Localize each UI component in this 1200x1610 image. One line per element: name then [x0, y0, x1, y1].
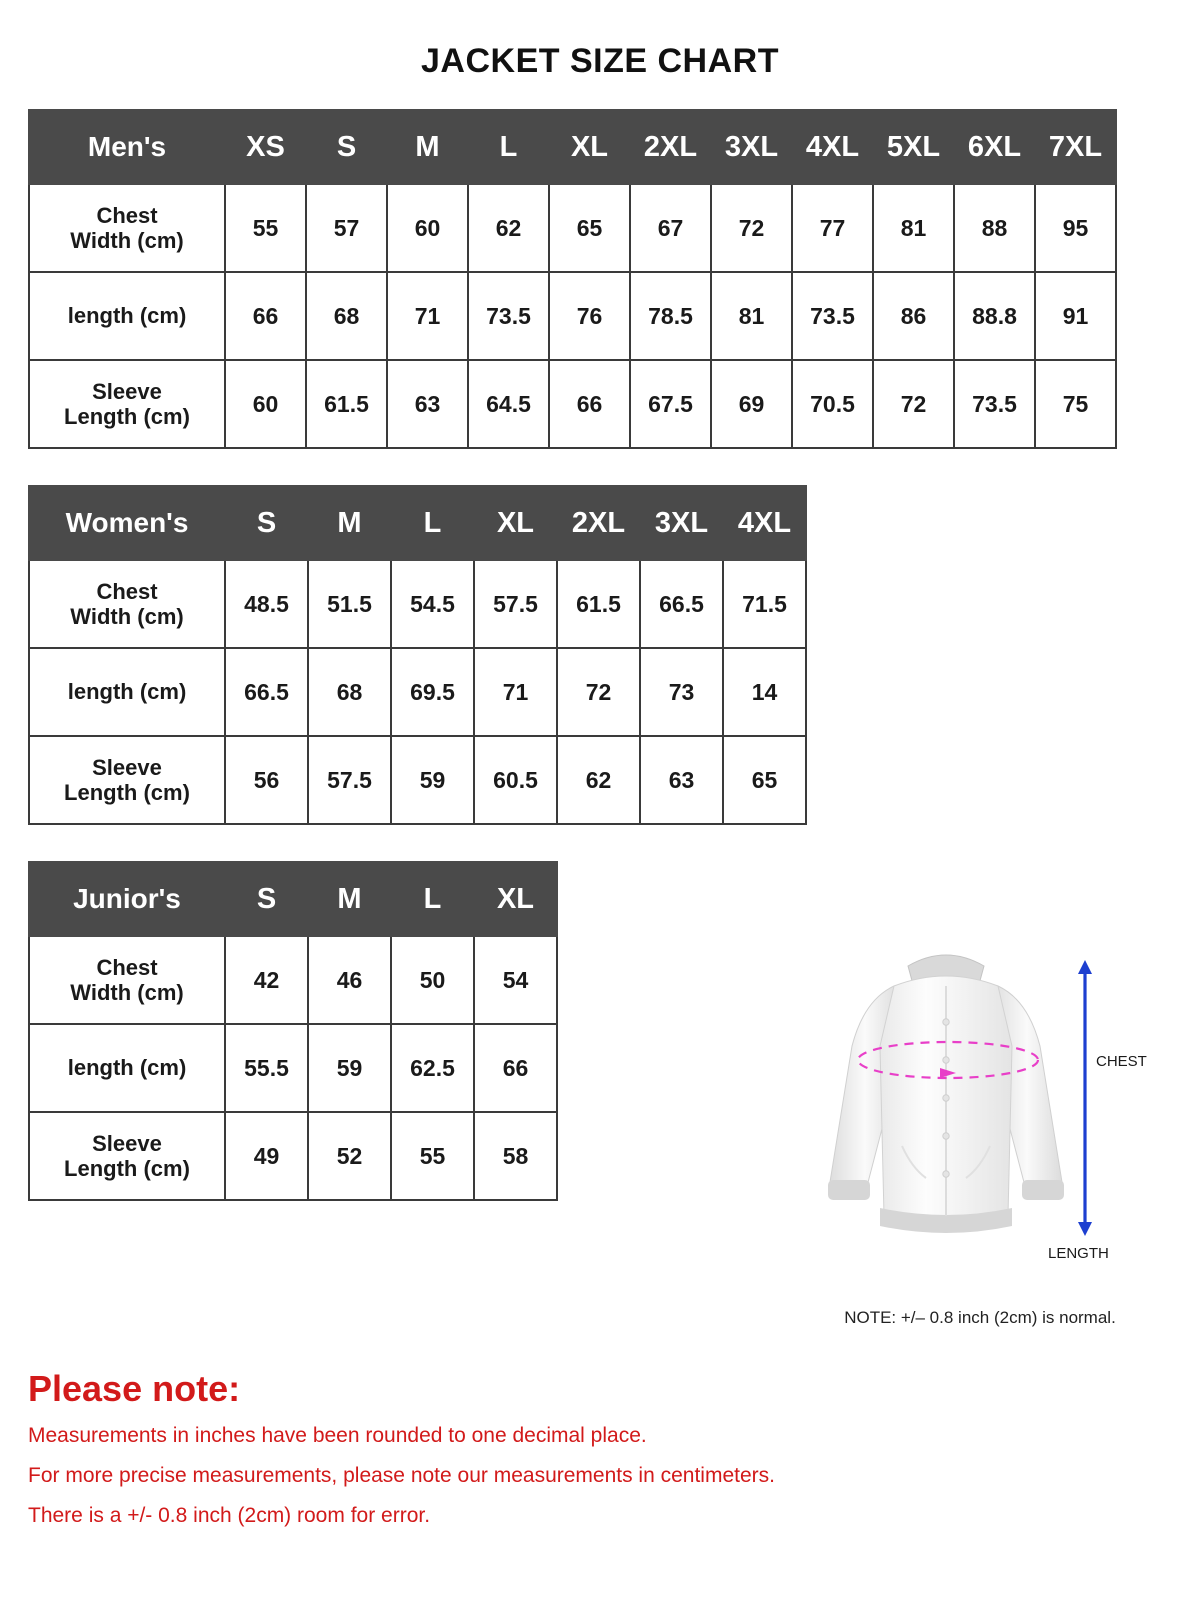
table-row	[29, 272, 1116, 360]
womens-size-4xl: 4XL	[723, 486, 806, 560]
cell: 72	[873, 360, 954, 448]
cell: 67	[630, 184, 711, 272]
cell: 14	[723, 648, 806, 736]
jacket-measurement-illustration	[790, 930, 1170, 1340]
juniors-size-l: L	[391, 862, 474, 936]
label-line-1: Chest	[96, 578, 158, 604]
please-note-section	[28, 1368, 1128, 1544]
cell: 60.5	[474, 736, 557, 824]
cell: 68	[308, 648, 391, 736]
cell: 71	[387, 272, 468, 360]
cell: 57.5	[308, 736, 391, 824]
table-row	[29, 184, 1116, 272]
womens-size-xl: XL	[474, 486, 557, 560]
label-line-1: length (cm)	[67, 303, 187, 329]
cell: 52	[308, 1112, 391, 1200]
label-line-1: Sleeve	[92, 1130, 162, 1156]
label-line-2: Width (cm)	[70, 604, 184, 629]
cell: 68	[306, 272, 387, 360]
table-row	[29, 360, 1116, 448]
cell: 60	[387, 184, 468, 272]
womens-row-label-sleeve	[29, 736, 225, 824]
table-row	[29, 648, 806, 736]
table-header-row	[29, 486, 806, 560]
cell: 66	[474, 1024, 557, 1112]
mens-size-4xl: 4XL	[792, 110, 873, 184]
mens-row-label-chest	[29, 184, 225, 272]
cell: 55.5	[225, 1024, 308, 1112]
table-row	[29, 936, 557, 1024]
note-line-3: There is a +/- 0.8 inch (2cm) room for error.	[28, 1504, 431, 1527]
cell: 70.5	[792, 360, 873, 448]
mens-row-label-length	[29, 272, 225, 360]
cell: 55	[391, 1112, 474, 1200]
cell: 65	[723, 736, 806, 824]
table-row	[29, 560, 806, 648]
label-line-2: Width (cm)	[70, 228, 184, 253]
cell: 62	[468, 184, 549, 272]
womens-size-l: L	[391, 486, 474, 560]
womens-row-label-length	[29, 648, 225, 736]
cell: 56	[225, 736, 308, 824]
cell: 81	[873, 184, 954, 272]
label-line-1: length (cm)	[67, 1055, 187, 1081]
cell: 50	[391, 936, 474, 1024]
cell: 65	[549, 184, 630, 272]
label-line-2: Width (cm)	[70, 980, 184, 1005]
label-line-2: Length (cm)	[64, 1156, 190, 1181]
cell: 57.5	[474, 560, 557, 648]
cell: 66.5	[225, 648, 308, 736]
page-title: JACKET SIZE CHART	[421, 42, 779, 80]
cell: 51.5	[308, 560, 391, 648]
cell: 88.8	[954, 272, 1035, 360]
womens-size-3xl: 3XL	[640, 486, 723, 560]
cell: 48.5	[225, 560, 308, 648]
label-line-1: Sleeve	[92, 754, 162, 780]
juniors-size-s: S	[225, 862, 308, 936]
cell: 62	[557, 736, 640, 824]
juniors-size-m: M	[308, 862, 391, 936]
measurement-note: NOTE: +/– 0.8 inch (2cm) is normal.	[844, 1308, 1116, 1327]
cell: 61.5	[306, 360, 387, 448]
label-line-1: Sleeve	[92, 378, 162, 404]
jacket-diagram-icon	[790, 930, 1170, 1310]
cell: 73.5	[468, 272, 549, 360]
juniors-size-table	[28, 861, 558, 1201]
cell: 59	[391, 736, 474, 824]
cell: 54.5	[391, 560, 474, 648]
mens-size-7xl: 7XL	[1035, 110, 1116, 184]
cell: 86	[873, 272, 954, 360]
cell: 73.5	[954, 360, 1035, 448]
cell: 69	[711, 360, 792, 448]
mens-table-block	[0, 109, 1200, 449]
mens-size-m: M	[387, 110, 468, 184]
cell: 81	[711, 272, 792, 360]
womens-size-s: S	[225, 486, 308, 560]
cell: 71	[474, 648, 557, 736]
cell: 66	[225, 272, 306, 360]
womens-size-2xl: 2XL	[557, 486, 640, 560]
mens-corner-label: Men's	[29, 110, 225, 184]
cell: 71.5	[723, 560, 806, 648]
cell: 46	[308, 936, 391, 1024]
cell: 73.5	[792, 272, 873, 360]
cell: 54	[474, 936, 557, 1024]
cell: 64.5	[468, 360, 549, 448]
table-row	[29, 736, 806, 824]
juniors-row-label-sleeve	[29, 1112, 225, 1200]
womens-row-label-chest	[29, 560, 225, 648]
cell: 73	[640, 648, 723, 736]
womens-size-table	[28, 485, 807, 825]
womens-size-m: M	[308, 486, 391, 560]
cell: 91	[1035, 272, 1116, 360]
mens-size-l: L	[468, 110, 549, 184]
mens-size-5xl: 5XL	[873, 110, 954, 184]
cell: 57	[306, 184, 387, 272]
label-line-2: Length (cm)	[64, 780, 190, 805]
juniors-row-label-chest	[29, 936, 225, 1024]
table-row	[29, 1112, 557, 1200]
cell: 66.5	[640, 560, 723, 648]
cell: 66	[549, 360, 630, 448]
cell: 63	[640, 736, 723, 824]
mens-size-6xl: 6XL	[954, 110, 1035, 184]
mens-size-2xl: 2XL	[630, 110, 711, 184]
label-line-1: Chest	[96, 202, 158, 228]
cell: 59	[308, 1024, 391, 1112]
note-line-1: Measurements in inches have been rounded to one decimal place.	[28, 1424, 647, 1447]
womens-corner-label: Women's	[29, 486, 225, 560]
cell: 62.5	[391, 1024, 474, 1112]
cell: 49	[225, 1112, 308, 1200]
please-note-heading: Please note:	[28, 1368, 241, 1409]
cell: 60	[225, 360, 306, 448]
cell: 76	[549, 272, 630, 360]
table-row	[29, 1024, 557, 1112]
length-label: LENGTH	[1048, 1245, 1109, 1262]
mens-size-xl: XL	[549, 110, 630, 184]
table-header-row	[29, 862, 557, 936]
chest-label: CHEST	[1096, 1053, 1147, 1070]
table-header-row	[29, 110, 1116, 184]
cell: 63	[387, 360, 468, 448]
mens-size-xs: XS	[225, 110, 306, 184]
cell: 42	[225, 936, 308, 1024]
juniors-size-xl: XL	[474, 862, 557, 936]
mens-size-s: S	[306, 110, 387, 184]
cell: 88	[954, 184, 1035, 272]
label-line-1: Chest	[96, 954, 158, 980]
cell: 72	[711, 184, 792, 272]
cell: 77	[792, 184, 873, 272]
cell: 67.5	[630, 360, 711, 448]
cell: 75	[1035, 360, 1116, 448]
label-line-2: Length (cm)	[64, 404, 190, 429]
cell: 78.5	[630, 272, 711, 360]
mens-size-3xl: 3XL	[711, 110, 792, 184]
label-line-1: length (cm)	[67, 679, 187, 705]
womens-table-block	[0, 485, 1200, 825]
mens-size-table	[28, 109, 1117, 449]
cell: 72	[557, 648, 640, 736]
cell: 55	[225, 184, 306, 272]
cell: 61.5	[557, 560, 640, 648]
cell: 69.5	[391, 648, 474, 736]
juniors-row-label-length	[29, 1024, 225, 1112]
cell: 58	[474, 1112, 557, 1200]
note-line-2: For more precise measurements, please note our measurements in centimeters.	[28, 1464, 775, 1487]
juniors-corner-label: Junior's	[29, 862, 225, 936]
cell: 95	[1035, 184, 1116, 272]
mens-row-label-sleeve	[29, 360, 225, 448]
